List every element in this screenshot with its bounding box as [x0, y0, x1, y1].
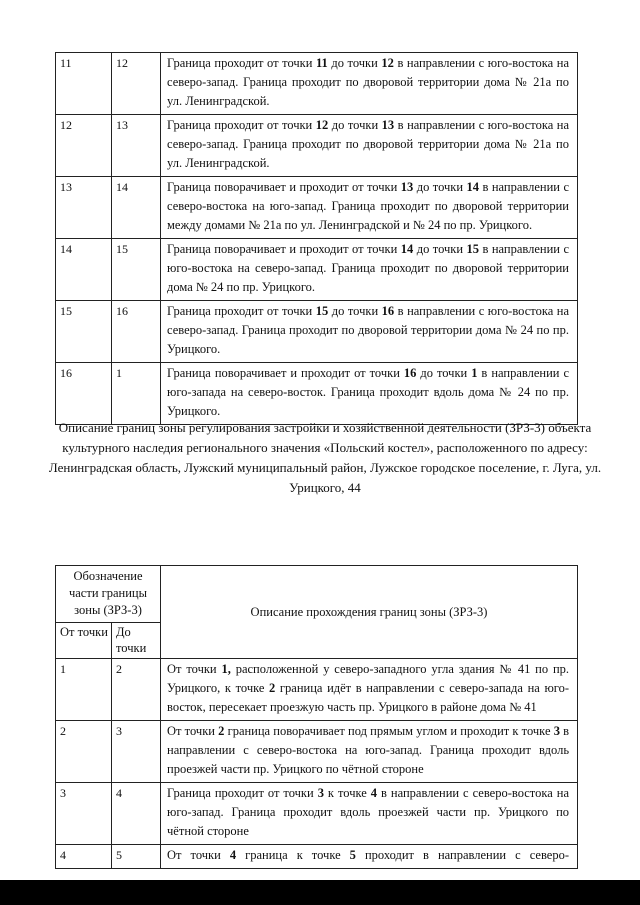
- description-text: до точки: [328, 118, 382, 132]
- description-text: Граница поворачивает и проходит от точки: [167, 242, 401, 256]
- boundary-table-continued: [55, 52, 578, 425]
- point-number: 14: [400, 242, 414, 256]
- from-point-cell: 16: [56, 363, 112, 425]
- description-text: в направлении с юго-востока на северо-запад. Граница проходит по дворовой территории дома № 21а по ул. Ленинградской.: [167, 56, 569, 108]
- table-row: [56, 363, 578, 425]
- point-number: 13: [400, 180, 414, 194]
- description-text: проходит в направлении с северо-: [355, 848, 570, 862]
- to-point-cell: 13: [112, 115, 161, 177]
- point-number: 13: [381, 118, 395, 132]
- boundary-description-cell: [161, 721, 578, 783]
- description-text: до точки: [413, 180, 467, 194]
- description-text: до точки: [327, 56, 382, 70]
- table-row: [56, 783, 578, 845]
- description-text: к точке: [323, 786, 371, 800]
- point-number: 1: [471, 366, 478, 380]
- point-number: 12: [315, 118, 329, 132]
- description-text: в направлении с юго-запада на северо-восток. Граница проходит вдоль дома № 24 по пр. Урицкого.: [167, 366, 569, 418]
- description-text: в направлении с северо-востока на юго-запад. Граница проходит вдоль проезжей части пр. Урицкого по чётной стороне: [167, 724, 570, 776]
- description-text: до точки: [328, 304, 382, 318]
- description-text: до точки: [413, 242, 467, 256]
- from-point-cell: 2: [56, 721, 112, 783]
- description-text: Граница проходит от точки: [167, 786, 318, 800]
- from-point-cell: 14: [56, 239, 112, 301]
- table-row: [56, 845, 578, 869]
- boundary-description-cell: [161, 53, 578, 115]
- description-text: Граница проходит от точки: [167, 304, 316, 318]
- description-text: в направлении с юго-востока на северо-запад. Граница проходит по дворовой территории дома № 24 по пр. Урицкого.: [167, 304, 569, 356]
- point-number: 15: [315, 304, 329, 318]
- table-row: [56, 239, 578, 301]
- point-number: 14: [466, 180, 480, 194]
- point-number: 3: [553, 724, 560, 738]
- point-number: 12: [381, 56, 394, 70]
- description-text: расположенной у северо-западного угла здания № 41 по пр. Урицкого, к точке: [167, 662, 570, 695]
- point-number: 2: [218, 724, 225, 738]
- table-row: [56, 659, 578, 721]
- boundary-description-cell: [161, 177, 578, 239]
- boundary-description-cell: [161, 239, 578, 301]
- description-text: в направлении с северо-востока на юго-запад. Граница проходит вдоль проезжей части пр. Урицкого по чётной стороне: [167, 786, 570, 838]
- boundary-description-cell: [161, 363, 578, 425]
- point-number: 16: [403, 366, 417, 380]
- description-text: в направлении с юго-востока на северо-запад. Граница проходит по дворовой территории дома № 21а по ул. Ленинградской.: [167, 118, 569, 170]
- to-point-cell: 12: [112, 53, 161, 115]
- point-number: 5: [349, 848, 356, 862]
- description-text: граница поворачивает под прямым углом и проходит к точке: [224, 724, 554, 738]
- description-text: Граница поворачивает и проходит от точки: [167, 366, 404, 380]
- to-point-cell: 1: [112, 363, 161, 425]
- point-number: 4: [370, 786, 378, 800]
- point-number: 11: [315, 56, 328, 70]
- point-number: 15: [466, 242, 480, 256]
- point-number: 4: [229, 848, 237, 862]
- description-text: граница к точке: [236, 848, 350, 862]
- from-point-cell: 12: [56, 115, 112, 177]
- zrz3-table-body: [56, 659, 578, 869]
- to-point-cell: 15: [112, 239, 161, 301]
- description-text: От точки: [167, 848, 230, 862]
- from-point-cell: 13: [56, 177, 112, 239]
- description-text: в направлении с северо-востока на юго-запад. Граница проходит по дворовой территории между домами № 21а по ул. Ленинградской и № 24 по пр. Урицкого.: [167, 180, 569, 232]
- table-row: [56, 177, 578, 239]
- from-point-cell: 11: [56, 53, 112, 115]
- description-text: Граница проходит от точки: [167, 118, 316, 132]
- table-row: [56, 53, 578, 115]
- from-point-cell: 1: [56, 659, 112, 721]
- point-number: 2: [269, 681, 276, 695]
- to-point-cell: 3: [112, 721, 161, 783]
- boundary-table-body: [56, 53, 578, 425]
- description-text: до точки: [416, 366, 472, 380]
- from-point-header: От точки: [56, 623, 112, 659]
- from-point-cell: 15: [56, 301, 112, 363]
- table-row: [56, 721, 578, 783]
- boundary-description-cell: [161, 783, 578, 845]
- boundary-description-cell: [161, 115, 578, 177]
- boundary-description-cell: [161, 659, 578, 721]
- table-row: [56, 115, 578, 177]
- to-point-cell: 14: [112, 177, 161, 239]
- table-header-row: [56, 566, 578, 623]
- description-text: в направлении с юго-востока на северо-запад. Граница проходит по дворовой территории дома № 24 по пр. Урицкого.: [167, 242, 569, 294]
- point-number: 3: [317, 786, 324, 800]
- description-text: Граница проходит от точки: [167, 56, 316, 70]
- from-point-cell: 4: [56, 845, 112, 869]
- to-point-header: До точки: [112, 623, 161, 659]
- description-text: граница идёт в направлении с северо-запада на юго-восток, пересекает проезжую часть пр. Урицкого в районе дома № 41: [167, 681, 570, 714]
- table-row: [56, 301, 578, 363]
- description-text: От точки: [167, 662, 222, 676]
- boundary-description-cell: [161, 301, 578, 363]
- boundary-description-cell: [161, 845, 578, 869]
- to-point-cell: 5: [112, 845, 161, 869]
- description-text: От точки: [167, 724, 219, 738]
- zrz3-boundary-table: [55, 565, 578, 869]
- from-point-cell: 3: [56, 783, 112, 845]
- description-text: Граница поворачивает и проходит от точки: [167, 180, 401, 194]
- description-header: Описание прохождения границ зоны (ЗРЗ-3): [161, 566, 578, 659]
- point-number: 16: [381, 304, 395, 318]
- zone-description-caption: Описание границ зоны регулирования застройки и хозяйственной деятельности (ЗРЗ-3) объекта культурного наследия регионального значения «Польский костел», расположенного по адресу: Ленинградская область, Лужский муниципальный район, Лужское городское поселение, г. Луга, ул. Урицкого, 44: [48, 420, 602, 495]
- to-point-cell: 2: [112, 659, 161, 721]
- point-number: 1,: [221, 662, 231, 676]
- to-point-cell: 16: [112, 301, 161, 363]
- part-designation-header: Обозначение части границы зоны (ЗРЗ-3): [56, 566, 161, 623]
- to-point-cell: 4: [112, 783, 161, 845]
- scan-bottom-border: [0, 880, 640, 905]
